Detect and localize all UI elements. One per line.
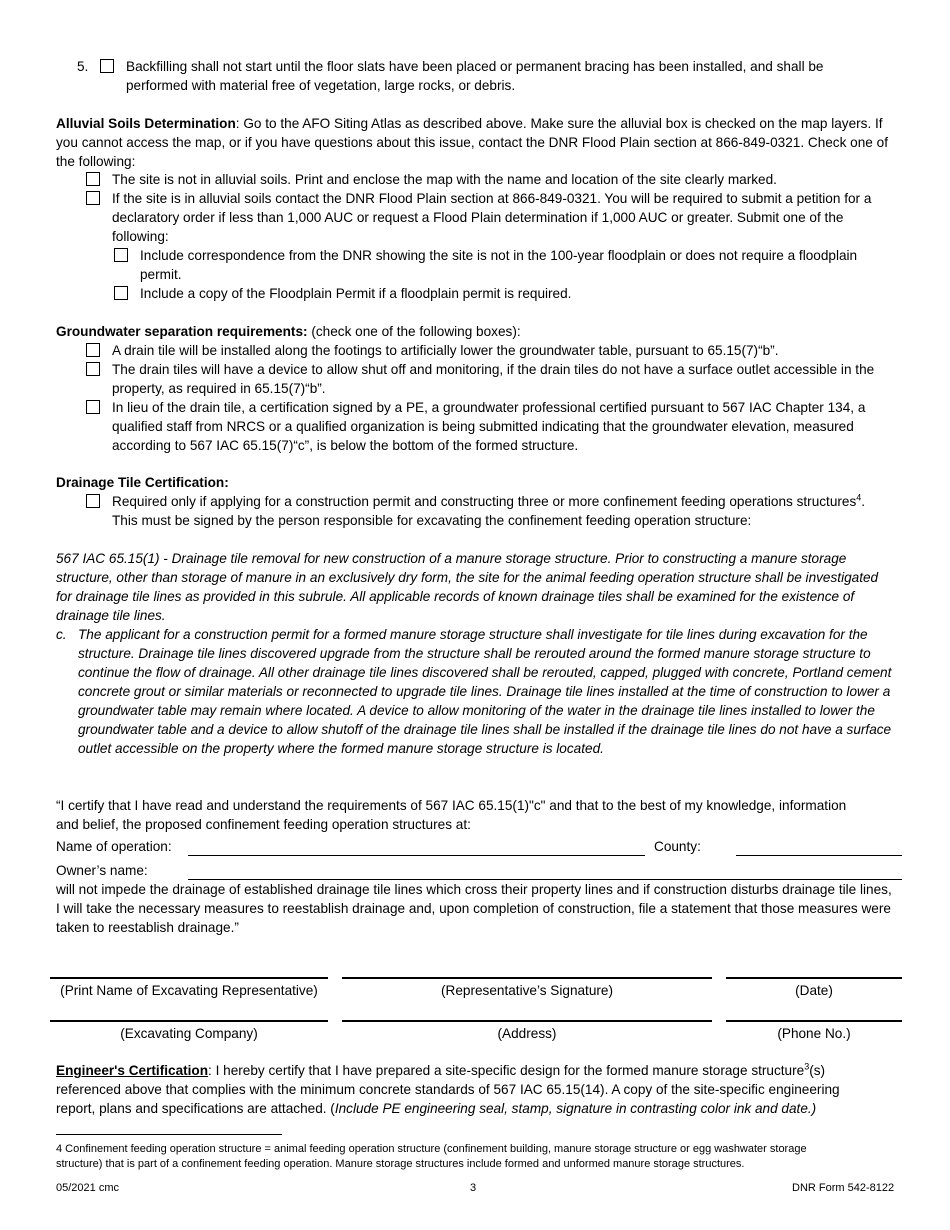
phone-caption: (Phone No.) — [777, 1026, 851, 1041]
print-name-caption: (Print Name of Excavating Representative) — [60, 983, 318, 998]
item5-text: Backfilling shall not start until the floor slats have been placed or permanent bracing has been installed, and shall be performed with material free of vegetation, large rocks, or debris. — [126, 59, 824, 93]
owner-name-label: Owner’s name: — [56, 863, 148, 878]
rep-signature-caption: (Representative’s Signature) — [440, 983, 614, 998]
groundwater-intro: (check one of the following boxes): — [307, 324, 521, 339]
alluvial-sub2-checkbox[interactable] — [114, 286, 128, 300]
alluvial-sub2-text: Include a copy of the Floodplain Permit if a floodplain permit is required. — [140, 286, 572, 301]
address-caption: (Address) — [497, 1026, 557, 1041]
engineer-text-part2: (s) referenced above that complies with the minimum concrete standards of 567 IAC 65.15(14). A copy of the site-specific engineering report, plans and specifications are attached. ( — [56, 1063, 840, 1116]
date-caption: (Date) — [795, 983, 833, 998]
certify-statement: “I certify that I have read and understand the requirements of 567 IAC 65.15(1)"c" and that to the best of my knowledge, information and belief, the proposed confinement feeding operation structures at: — [56, 798, 847, 832]
footnote-ref: 4 — [856, 492, 862, 503]
company-line[interactable] — [50, 1020, 328, 1022]
backfill-checkbox[interactable] — [100, 59, 114, 73]
groundwater-option1-checkbox[interactable] — [86, 343, 100, 357]
engineer-heading: Engineer's Certification — [56, 1063, 209, 1078]
footnote-text: Confinement feeding operation structure = animal feeding operation structure (confinement building, manure storage structure or egg washwater storage structure) that is part of a confinement feeding operation. Manure storage structures include formed and unformed manure storage structures. — [56, 1143, 807, 1170]
alluvial-sub1-text: Include correspondence from the DNR showing the site is not in the 100-year floodplain or does not require a floodplain permit. — [140, 248, 858, 282]
groundwater-option1-text: A drain tile will be installed along the footings to artificially lower the groundwater table, pursuant to 65.15(7)“b”. — [112, 343, 779, 358]
footnote-number: 4 — [56, 1143, 63, 1155]
alluvial-option2-checkbox[interactable] — [86, 191, 100, 205]
certify-continuation: will not impede the drainage of established drainage tile lines which cross their property lines and if construction disturbs drainage tile lines, I will take the necessary measures to reestablish drainage and, upon completion of construction, file a statement that those measures were taken to reestablish drainage.” — [56, 882, 892, 935]
groundwater-heading: Groundwater separation requirements: — [56, 324, 308, 339]
rule-paragraph: 567 IAC 65.15(1) - Drainage tile removal for new construction of a manure storage structure. Prior to constructing a manure storage structure, other than storage of manure in an exclusively dry form, the site for the animal feeding operation structure shall be investigated for drainage tile lines as provided in this subrule. All applicable records of known drainage tiles shall be examined for the existence of drainage tile lines. — [56, 551, 879, 623]
rule-c-text: The applicant for a construction permit for a formed manure storage structure shall investigate for tile lines during excavation for the structure. Drainage tile lines discovered upgrade from the structure shall be rerouted around the formed manure storage structure to continue the flow of drainage. All other drainage tile lines discovered shall be rerouted, capped, plugged with concrete, Portland cement concrete grout or similar materials or reconnected to upgrade tile lines. Drainage tile lines installed at the time of construction to lower a groundwater table may remain where located. A device to allow monitoring of the water in the drainage tile lines installed to lower the groundwater table and a device to allow shutoff of the drainage tile lines shall be installed if the drainage tile lines do not have a surface outlet accessible on the property where the formed manure storage structure is located. — [78, 627, 892, 756]
rule-c-label: c. — [56, 627, 67, 642]
groundwater-paragraph — [56, 322, 896, 341]
county-label: County: — [654, 839, 701, 854]
footnote — [56, 1142, 856, 1172]
drainage-heading: Drainage Tile Certification: — [56, 475, 229, 490]
alluvial-heading: Alluvial Soils Determination — [56, 116, 236, 131]
footer-date: 05/2021 cmc — [56, 1182, 119, 1194]
print-name-line[interactable] — [50, 977, 328, 979]
alluvial-intro: : Go to the AFO Siting Atlas as described above. Make sure the alluvial box is checked on the map layers. If you cannot access the map, or if you have questions about this issue, contact the DNR Flood Plain section at 866-849-0321. Check one of the following: — [56, 116, 888, 169]
phone-line[interactable] — [726, 1020, 902, 1022]
engineer-paragraph — [56, 1061, 882, 1118]
alluvial-option2-text: If the site is in alluvial soils contact the DNR Flood Plain section at 866-849-0321. You will be required to submit a petition for a declaratory order if less than 1,000 AUC or request a Flood Plain determination if 1,000 AUC or greater. Submit one of the following: — [112, 191, 872, 244]
alluvial-paragraph — [56, 114, 896, 171]
page-number: 3 — [470, 1182, 477, 1194]
name-of-operation-field[interactable] — [188, 855, 645, 856]
alluvial-option1-text: The site is not in alluvial soils. Print and enclose the map with the name and location of the site clearly marked. — [112, 172, 777, 187]
company-caption: (Excavating Company) — [120, 1026, 258, 1041]
alluvial-sub1-checkbox[interactable] — [114, 248, 128, 262]
item-number: 5. — [77, 59, 89, 74]
groundwater-option3-text: In lieu of the drain tile, a certification signed by a PE, a groundwater professional certified pursuant to 567 IAC Chapter 134, a qualified staff from NRCS or a qualified organization is being submitted indicating that the groundwater elevation, measured according to 567 IAC 65.15(7)“c”, is below the bottom of the formed structure. — [112, 400, 866, 453]
groundwater-option2-text: The drain tiles will have a device to allow shut off and monitoring, if the drain tiles do not have a surface outlet accessible in the property, as required in 65.15(7)“b”. — [112, 362, 875, 396]
county-field[interactable] — [736, 855, 902, 856]
drainage-option-text — [112, 492, 872, 530]
footnote-divider — [56, 1134, 282, 1135]
drainage-option-part1: Required only if applying for a construction permit and constructing three or more confinement feeding operations structures — [112, 494, 857, 509]
drainage-option-part2: . This must be signed by the person responsible for excavating the confinement feeding operation structure: — [112, 494, 866, 528]
engineer-footnote-ref: 3 — [804, 1061, 810, 1072]
engineer-text-part1: : I hereby certify that I have prepared a site-specific design for the formed manure storage structure — [208, 1063, 805, 1078]
address-line[interactable] — [342, 1020, 712, 1022]
rep-signature-line[interactable] — [342, 977, 712, 979]
groundwater-option2-checkbox[interactable] — [86, 362, 100, 376]
groundwater-option3-checkbox[interactable] — [86, 400, 100, 414]
alluvial-option1-checkbox[interactable] — [86, 172, 100, 186]
engineer-italic-note: Include PE engineering seal, stamp, signature in contrasting color ink and date.) — [334, 1101, 817, 1116]
drainage-checkbox[interactable] — [86, 494, 100, 508]
date-line[interactable] — [726, 977, 902, 979]
form-number: DNR Form 542-8122 — [792, 1182, 895, 1194]
name-of-operation-label: Name of operation: — [56, 839, 172, 854]
